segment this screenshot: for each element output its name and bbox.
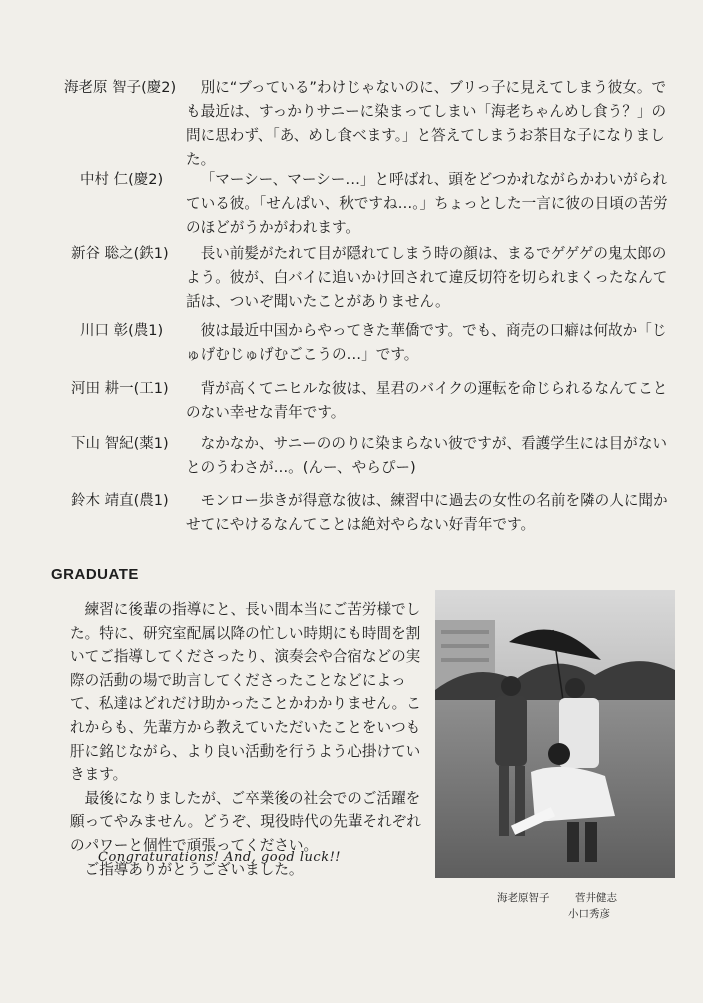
- graduate-heading: GRADUATE: [51, 566, 139, 583]
- caption-bottom: 小口秀彦: [568, 908, 610, 920]
- member-name: 新谷 聡之(鉄1): [71, 246, 169, 262]
- member-name: 下山 智紀(薬1): [71, 436, 169, 452]
- member-description: [186, 432, 672, 480]
- graduate-paragraph: 練習に後輩の指導にと、長い間本当にご苦労様でした。特に、研究室配属以降の忙しい時期にも時間を割いてご指導してくださったり、演奏会や合宿などの実際の活動の場で助言してくださったことなどによって、私達はどれだけ助かったことかわかりません。これからも、先輩方から教えていただいたことをいつも肝に銘じながら、より良い活動を行うよう心掛けていきます。: [70, 601, 421, 784]
- member-name: 中村 仁(慶2): [80, 172, 164, 188]
- caption-left: 海老原智子: [497, 892, 550, 904]
- member-description-text: なかなか、サニーののりに染まらない彼ですが、看護学生には目がないとのうわさが…。(んー、やらぴー): [186, 435, 668, 476]
- member-description-text: モンロー歩きが得意な彼は、練習中に過去の女性の名前を隣の人に聞かせてにやけるなんてことは絶対やらない好青年です。: [186, 492, 668, 533]
- graduate-paragraph: 最後になりましたが、ご卒業後の社会でのご活躍を願ってやみません。どうぞ、現役時代の先輩それぞれのパワーと個性で頑張ってください。: [70, 789, 421, 854]
- member-description-text: 長い前髪がたれて目が隠れてしまう時の顔は、まるでゲゲゲの鬼太郎のよう。彼が、白バイに追いかけ回されて違反切符を切られまくったなんて話は、ついぞ聞いたことがありません。: [186, 245, 668, 310]
- member-description-text: 彼は最近中国からやってきた華僑です。でも、商売の口癖は何故か「じゅげむじゅげむごこうの…」です。: [186, 322, 667, 363]
- caption-right: 菅井健志: [575, 892, 617, 904]
- graduate-paragraph: ご指導ありがとうございました。: [84, 860, 304, 878]
- member-description-text: 別に“ブっている”わけじゃないのに、ブリっ子に見えてしまう彼女。でも最近は、すっかりサニーに染まってしまい「海老ちゃんめし食う？」の問に思わず、「あ、めし食べます。」と答えてしまうお茶目な子になりました。: [186, 79, 667, 168]
- member-name: 川口 彰(農1): [80, 323, 164, 339]
- member-description: [186, 319, 672, 367]
- member-description-text: 「マーシー、マーシー…」と呼ばれ、頭をどつかれながらかわいがられている彼。「せんぱい、秋ですね…。」ちょっとした一言に彼の日頃の苦労のほどがうかがわれます。: [186, 171, 668, 236]
- member-description: [186, 377, 672, 425]
- graduates-photo: [435, 590, 675, 878]
- member-description: [186, 168, 672, 240]
- graduate-message: [70, 598, 426, 881]
- member-description: [186, 76, 672, 172]
- member-description: [186, 242, 672, 314]
- member-name: 河田 耕一(工1): [71, 381, 169, 397]
- member-description: [186, 489, 672, 537]
- member-name: 海老原 智子(慶2): [64, 80, 177, 96]
- closing-message: Congraturations! And, good luck!!: [98, 850, 342, 865]
- member-name: 鈴木 靖直(農1): [71, 493, 169, 509]
- photo-illustration: [435, 590, 675, 878]
- member-description-text: 背が高くてニヒルな彼は、星君のバイクの運転を命じられるなんてことのない幸せな青年です。: [186, 380, 668, 421]
